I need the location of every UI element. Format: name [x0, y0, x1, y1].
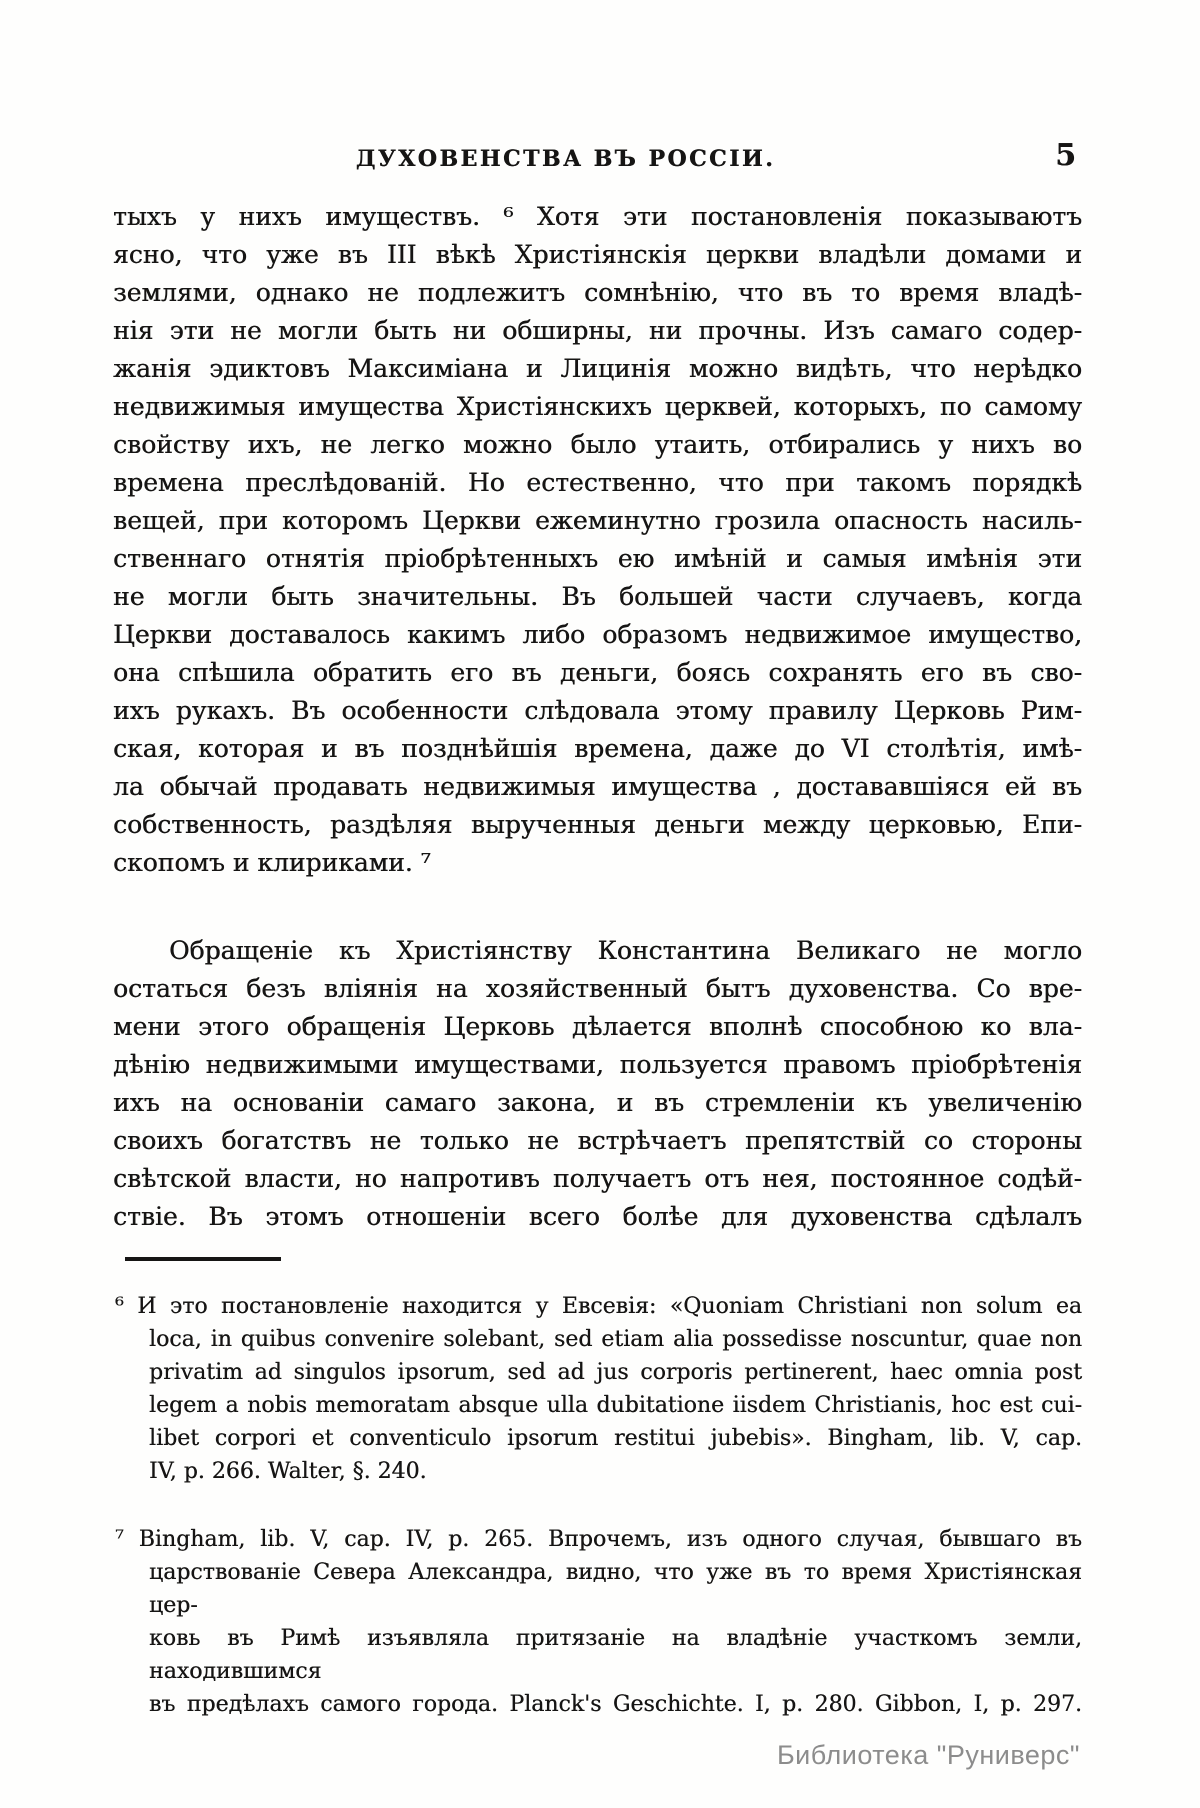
watermark: Библиотека "Руниверс": [776, 1740, 1080, 1770]
body-text: [113, 198, 1082, 1236]
text-line: ихъ рукахъ. Въ особенности слѣдовала этому правилу Церковь Рим-: [113, 696, 1082, 725]
text-line: Обращеніе къ Христіянству Константина Великаго не могло: [169, 936, 1082, 965]
text-line: въ предѣлахъ самого города. Planck's Geschichte. I, p. 280. Gibbon, I, p. 297.: [149, 1692, 1082, 1717]
text-line: своихъ богатствъ не только не встрѣчаетъ препятствій со стороны: [113, 1126, 1082, 1155]
text-line: мени этого обращенія Церковь дѣлается вполнѣ способною ко вла-: [113, 1012, 1082, 1041]
running-header: [113, 146, 1082, 172]
text-line: царствованіе Севера Александра, видно, что уже въ то время Христіянская цер-: [149, 1560, 1082, 1618]
footnote: [113, 1290, 1082, 1488]
footnote-separator: [125, 1257, 281, 1261]
text-line: ⁶ И это постановленіе находится у Евсевія: «Quoniam Christiani non solum ea: [115, 1294, 1082, 1319]
page-content: [113, 0, 1082, 1808]
text-line: ковь въ Римѣ изъявляла притязаніе на владѣніе участкомъ земли, находившимся: [149, 1626, 1082, 1684]
text-line: ихъ на основаніи самаго закона, и въ стремленіи къ увеличенію: [113, 1088, 1082, 1117]
text-line: ская, которая и въ позднѣйшія времена, даже до VI столѣтія, имѣ-: [113, 734, 1082, 763]
text-line: ясно, что уже въ III вѣкѣ Христіянскія церкви владѣли домами и: [113, 240, 1082, 269]
footnote: [113, 1523, 1082, 1721]
text-line: тыхъ у нихъ имуществъ. ⁶ Хотя эти постановленія показываютъ: [113, 202, 1082, 231]
text-line: нія эти не могли быть ни обширны, ни прочны. Изъ самаго содер-: [113, 316, 1082, 345]
text-line: legem a nobis memoratam absque ulla dubitatione iisdem Christianis, hoc est cui-: [149, 1393, 1082, 1418]
text-line: не могли быть значительны. Въ большей части случаевъ, когда: [113, 582, 1082, 611]
text-line: свойству ихъ, не легко можно было утаить, отбирались у нихъ во: [113, 430, 1082, 459]
text-line: остаться безъ вліянія на хозяйственный бытъ духовенства. Со вре-: [113, 974, 1082, 1003]
text-line: жанія эдиктовъ Максиміана и Лицинія можно видѣть, что нерѣдко: [113, 354, 1082, 383]
text-line: libet corpori et conventiculo ipsorum restitui jubebis». Bingham, lib. V, cap.: [149, 1426, 1082, 1451]
text-line: Церкви доставалось какимъ либо образомъ недвижимое имущество,: [113, 620, 1082, 649]
text-line: землями, однако не подлежитъ сомнѣнію, что въ то время владѣ-: [113, 278, 1082, 307]
text-line: loca, in quibus convenire solebant, sed etiam alia possedisse noscuntur, quae non: [149, 1327, 1082, 1352]
text-line: свѣтской власти, но напротивъ получаетъ отъ нея, постоянное содѣй-: [113, 1164, 1082, 1193]
page-number: 5: [1055, 138, 1076, 173]
text-line: ственнаго отнятія пріобрѣтенныхъ ею имѣній и самыя имѣнія эти: [113, 544, 1082, 573]
text-line: времена преслѣдованій. Но естественно, что при такомъ порядкѣ: [113, 468, 1082, 497]
text-line: privatim ad singulos ipsorum, sed ad jus corporis pertinerent, haec omnia post: [149, 1360, 1082, 1385]
text-line: ствіе. Въ этомъ отношеніи всего болѣе для духовенства сдѣлалъ: [113, 1202, 1082, 1231]
text-line: ⁷ Bingham, lib. V, cap. IV, p. 265. Впрочемъ, изъ одного случая, бывшаго въ: [115, 1527, 1082, 1552]
text-line: IV, p. 266. Walter, §. 240.: [149, 1459, 427, 1484]
text-line: недвижимыя имущества Христіянскихъ церквей, которыхъ, по самому: [113, 392, 1082, 421]
text-line: она спѣшила обратить его въ деньги, боясь сохранять его въ сво-: [113, 658, 1082, 687]
text-line: ла обычай продавать недвижимыя имущества , достававшіяся ей въ: [113, 772, 1082, 801]
text-line: дѣнію недвижимыми имуществами, пользуется правомъ пріобрѣтенія: [113, 1050, 1082, 1079]
page-title: ДУХОВЕНСТВА ВЪ РОССІИ.: [355, 146, 776, 172]
text-line: собственность, раздѣляя вырученныя деньги между церковью, Епи-: [113, 810, 1082, 839]
footnotes-section: [113, 1290, 1082, 1721]
text-line: вещей, при которомъ Церкви ежеминутно грозила опасность насиль-: [113, 506, 1082, 535]
paragraph: [113, 198, 1082, 882]
text-line: скопомъ и клириками. ⁷: [113, 848, 431, 877]
paragraph: [113, 932, 1082, 1236]
